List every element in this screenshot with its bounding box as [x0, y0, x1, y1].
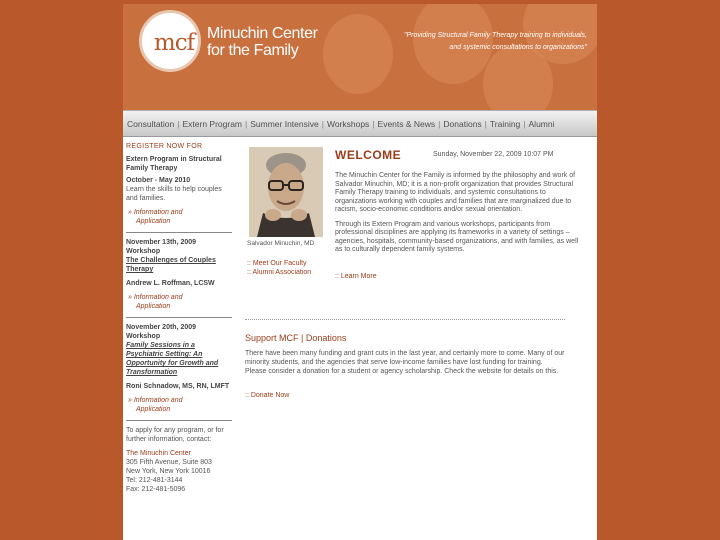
- workshop1-date: November 13th, 2009: [126, 239, 197, 246]
- nav-workshops[interactable]: Workshops: [326, 118, 370, 129]
- tagline: [401, 30, 587, 54]
- divider: [126, 420, 232, 421]
- workshop1-application-link[interactable]: Application: [136, 303, 171, 310]
- nav-consultation[interactable]: Consultation: [127, 118, 175, 129]
- nav-summer-intensive[interactable]: Summer Intensive: [250, 118, 319, 129]
- meet-faculty-link[interactable]: :: Meet Our Faculty: [247, 260, 307, 267]
- address-city: New York, New York 10016: [126, 468, 211, 475]
- welcome-title: WELCOME: [335, 148, 402, 162]
- org-name-line1: Minuchin Center: [207, 25, 318, 42]
- learn-more-link[interactable]: :: Learn More: [335, 273, 377, 280]
- divider: [126, 232, 232, 233]
- register-heading: REGISTER NOW FOR: [126, 143, 203, 150]
- current-date: Sunday, November 22, 2009 10:07 PM: [433, 151, 554, 158]
- main-content: [241, 142, 591, 537]
- apply-text: To apply for any program, or for further information, contact:: [126, 427, 224, 443]
- portrait-illustration: [249, 147, 323, 237]
- workshop1-title[interactable]: The Challenges of Couples Therapy: [126, 257, 216, 273]
- org-name: [207, 25, 347, 59]
- welcome-paragraph-2: Through its Extern Program and various workshops, participants from professional disciplines are applying its frameworks in a variety of settings – agencies, hospitals, community-based organizations, and with families, as well as to culturally dependent family systems.: [335, 220, 579, 253]
- nav-donations[interactable]: Donations: [443, 118, 482, 129]
- support-body: There have been many funding and grant cuts in the last year, and certainly more to come. Many of our minority students, and the agencies that serve low-income families have lost funding for training. Please consider a donation for a student or agency scholarship. Check the website for details on this.: [245, 350, 565, 375]
- nav-training[interactable]: Training: [489, 118, 521, 129]
- nav-separator: |: [245, 118, 248, 129]
- welcome-paragraph-1: The Minuchin Center for the Family is informed by the philosophy and work of Salvador Minuchin, MD; it is a non-profit organization that provides Structural Family Therapy training to individuals, and systemic consultations to organizations working with couples and families that are marginalized due to racism, socio-economic conditions and/or sexual orientation.: [335, 172, 576, 213]
- workshop1-presenter: Andrew L. Roffman, LCSW: [126, 280, 215, 287]
- support-heading: Support MCF | Donations: [245, 333, 347, 343]
- divider: [126, 317, 232, 318]
- donate-now-link[interactable]: :: Donate Now: [245, 392, 290, 399]
- welcome-body: [335, 172, 579, 261]
- header-banner: [123, 4, 597, 110]
- logo[interactable]: [139, 10, 201, 72]
- portrait-photo: [249, 147, 323, 237]
- workshop2-title[interactable]: Family Sessions in a Psychiatric Setting: An Opportunity for Growth and Transformation: [126, 342, 219, 376]
- alumni-association-link[interactable]: :: Alumni Association: [247, 269, 312, 276]
- workshop2-presenter: Roni Schnadow, MS, RN, LMFT: [126, 383, 230, 390]
- extern-info-link[interactable]: » Information and: [128, 209, 183, 216]
- address-tel: Tel: 212-481-3144: [126, 477, 183, 484]
- tagline-line2: and systemic consultations to organizations": [449, 44, 587, 51]
- sidebar: [126, 140, 232, 540]
- page: [123, 4, 597, 540]
- address-fax: Fax: 212-481-5096: [126, 486, 186, 493]
- org-name-line2: for the Family: [207, 42, 299, 59]
- address-street: 305 Fifth Avenue, Suite 803: [126, 459, 212, 466]
- nav-separator: |: [484, 118, 487, 129]
- nav-separator: |: [438, 118, 441, 129]
- divider: [245, 319, 565, 320]
- nav-extern-program[interactable]: Extern Program: [182, 118, 243, 129]
- portrait-caption: Salvador Minuchin, MD: [247, 240, 315, 247]
- workshop2-info-link[interactable]: » Information and: [128, 397, 183, 404]
- main-nav: [123, 110, 597, 137]
- address-name: The Minuchin Center: [126, 450, 191, 457]
- workshop1-info-link[interactable]: » Information and: [128, 294, 183, 301]
- workshop2-type: Workshop: [126, 333, 161, 340]
- extern-application-link[interactable]: Application: [136, 218, 171, 225]
- extern-program-desc: Learn the skills to help couples and families.: [126, 186, 222, 202]
- workshop1-type: Workshop: [126, 248, 161, 255]
- workshop2-date: November 20th, 2009: [126, 324, 197, 331]
- nav-separator: |: [523, 118, 526, 129]
- nav-separator: |: [372, 118, 375, 129]
- tagline-line1: "Providing Structural Family Therapy training to individuals,: [403, 32, 587, 39]
- nav-events-news[interactable]: Events & News: [377, 118, 436, 129]
- logo-text: mcf: [153, 30, 195, 56]
- workshop2-application-link[interactable]: Application: [136, 406, 171, 413]
- nav-separator: |: [177, 118, 180, 129]
- nav-alumni[interactable]: Alumni: [528, 118, 555, 129]
- nav-separator: |: [321, 118, 324, 129]
- extern-program-dates: October - May 2010: [126, 177, 191, 184]
- extern-program-title[interactable]: Extern Program in Structural Family Therapy: [126, 156, 222, 172]
